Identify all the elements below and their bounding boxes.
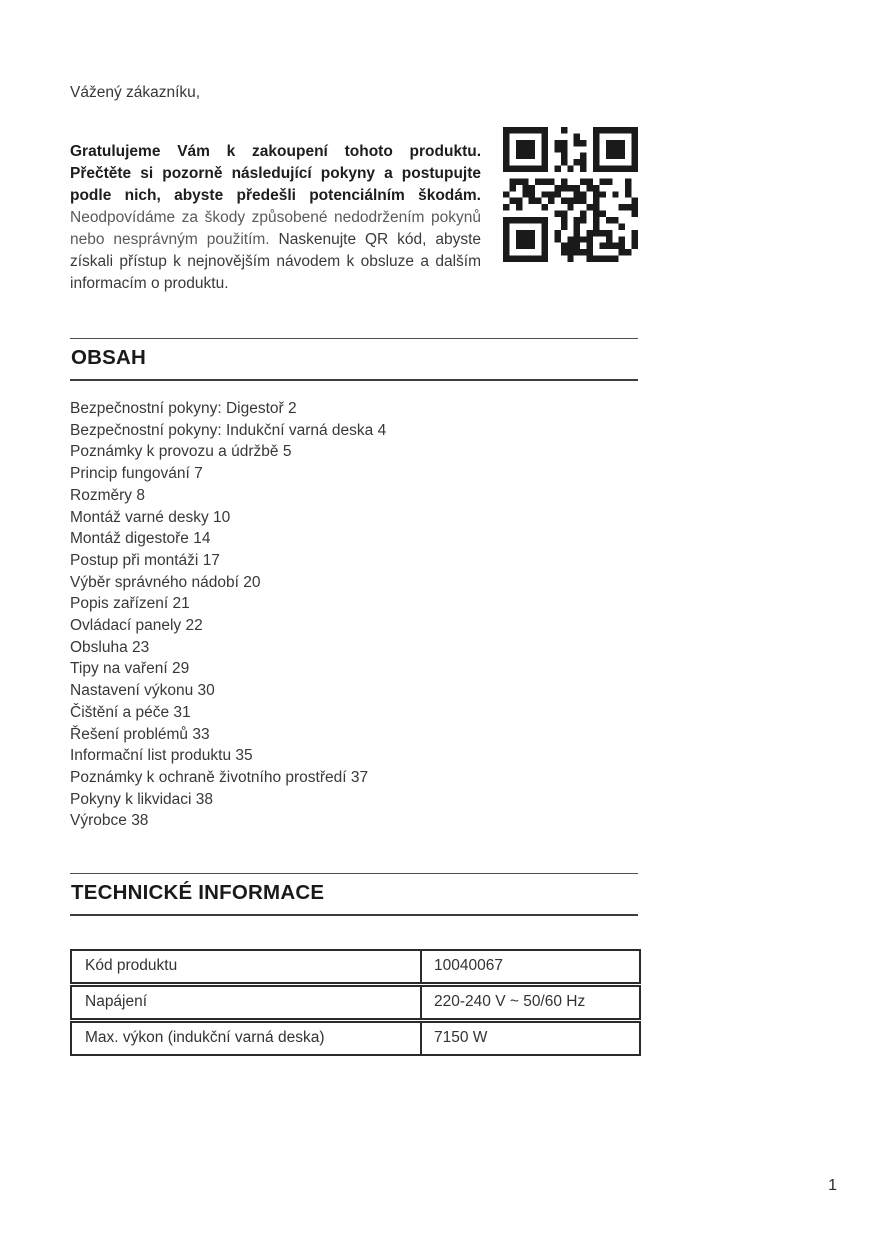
tech-info-table bbox=[70, 949, 641, 1056]
toc-item bbox=[70, 767, 638, 789]
toc-item-page: 8 bbox=[136, 486, 145, 504]
intro-bold-text: Gratulujeme Vám k zakoupení tohoto produktu. Přečtěte si pozorně následující pokyny a postupujte podle nich, abyste předešli potenciálním škodám. bbox=[70, 142, 481, 204]
toc-item-label: Bezpečnostní pokyny: Digestoř bbox=[70, 400, 284, 417]
toc-item-page: 38 bbox=[131, 812, 149, 830]
toc-item-label: Postup při montáži bbox=[70, 551, 199, 569]
toc-item-page: 29 bbox=[171, 660, 190, 678]
toc-item-label: Ovládací panely bbox=[70, 617, 182, 635]
toc-list bbox=[70, 398, 638, 832]
toc-item-page: 10 bbox=[213, 508, 231, 526]
intro-section bbox=[70, 125, 638, 310]
toc-item bbox=[70, 485, 638, 507]
toc-item bbox=[70, 637, 638, 659]
toc-item-page: 33 bbox=[192, 725, 210, 743]
divider-line bbox=[70, 873, 638, 874]
toc-item bbox=[70, 398, 638, 420]
toc-item-label: Tipy na vaření bbox=[70, 660, 168, 678]
toc-item bbox=[70, 420, 638, 442]
toc-item bbox=[70, 810, 638, 832]
toc-item-page: 31 bbox=[173, 703, 191, 721]
table-cell-label: Max. výkon (indukční varná deska) bbox=[72, 1023, 422, 1054]
table-cell-value: 10040067 bbox=[434, 957, 503, 975]
toc-item bbox=[70, 789, 638, 811]
toc-item-page: 20 bbox=[243, 573, 261, 591]
toc-item-page: 30 bbox=[197, 682, 215, 700]
toc-item-label: Řešení problémů bbox=[70, 725, 189, 743]
toc-item-label: Poznámky k provozu a údržbě bbox=[70, 443, 279, 461]
greeting-line: Vážený zákazníku, bbox=[70, 84, 201, 101]
toc-item bbox=[70, 702, 638, 724]
toc-item bbox=[70, 463, 638, 485]
toc-item-page: 35 bbox=[235, 747, 253, 765]
toc-item bbox=[70, 507, 638, 529]
toc-item-page: 17 bbox=[202, 551, 220, 569]
toc-item bbox=[70, 615, 638, 637]
toc-item bbox=[70, 593, 638, 615]
toc-item-page: 2 bbox=[287, 400, 297, 417]
toc-item-label: Montáž varné desky bbox=[70, 508, 209, 526]
toc-item-page: 7 bbox=[194, 465, 203, 483]
page-content bbox=[70, 82, 638, 1056]
page-number: 1 bbox=[828, 1177, 837, 1194]
intro-paragraph bbox=[70, 141, 481, 295]
toc-item-page: 22 bbox=[185, 617, 203, 635]
toc-item bbox=[70, 572, 638, 594]
divider-line bbox=[70, 338, 638, 339]
table-row bbox=[70, 985, 641, 1020]
toc-item-page: 21 bbox=[172, 595, 190, 613]
table-cell-label: Kód produktu bbox=[72, 951, 422, 982]
toc-item-label: Rozměry bbox=[70, 486, 133, 504]
tech-section-header bbox=[70, 873, 638, 916]
divider-line bbox=[70, 914, 638, 916]
table-cell-label: Napájení bbox=[72, 987, 422, 1018]
toc-item-label: Princip fungování bbox=[70, 465, 190, 483]
toc-section-header bbox=[70, 338, 638, 381]
table-cell-value: 7150 W bbox=[434, 1029, 488, 1047]
qr-code-icon bbox=[503, 127, 638, 262]
intro-muted-text: Neodpovídáme za škody způsobené nedodržením pokynů nebo nesprávným použitím. bbox=[70, 208, 481, 248]
toc-item-label: Výrobce bbox=[70, 812, 127, 830]
toc-item-label: Montáž digestoře bbox=[70, 530, 189, 548]
table-row bbox=[70, 1021, 641, 1056]
toc-item bbox=[70, 658, 638, 680]
toc-item bbox=[70, 528, 638, 550]
divider-line bbox=[70, 379, 638, 381]
toc-item bbox=[70, 724, 638, 746]
toc-item-label: Informační list produktu bbox=[70, 747, 232, 765]
toc-item-label: Bezpečnostní pokyny: Indukční varná deska bbox=[70, 421, 374, 439]
toc-item-label: Nastavení výkonu bbox=[70, 682, 194, 700]
toc-item-page: 23 bbox=[132, 638, 150, 656]
toc-item bbox=[70, 550, 638, 572]
toc-item-label: Pokyny k likvidaci bbox=[70, 790, 192, 808]
toc-item bbox=[70, 680, 638, 702]
toc-item-page: 14 bbox=[193, 530, 211, 548]
toc-item-label: Výběr správného nádobí bbox=[70, 573, 239, 591]
toc-item-page: 5 bbox=[282, 443, 292, 461]
table-cell-value: 220-240 V ~ 50/60 Hz bbox=[434, 993, 586, 1011]
tech-heading: TECHNICKÉ INFORMACE bbox=[71, 881, 325, 905]
toc-item-label: Popis zařízení bbox=[70, 595, 169, 613]
toc-item-page: 4 bbox=[377, 421, 387, 439]
toc-heading: OBSAH bbox=[71, 346, 147, 369]
toc-item-page: 38 bbox=[195, 790, 214, 808]
toc-item-label: Poznámky k ochraně životního prostředí bbox=[70, 768, 347, 786]
toc-item bbox=[70, 441, 638, 463]
table-row bbox=[70, 949, 641, 984]
toc-item bbox=[70, 745, 638, 767]
toc-item-label: Čištění a péče bbox=[70, 703, 170, 721]
toc-item-page: 37 bbox=[350, 768, 369, 786]
intro-regular-text: Naskenujte QR kód, abyste získali přístup k nejnovějším návodem k obsluze a dalším informacím o produktu. bbox=[70, 230, 481, 292]
toc-item-label: Obsluha bbox=[70, 638, 128, 656]
